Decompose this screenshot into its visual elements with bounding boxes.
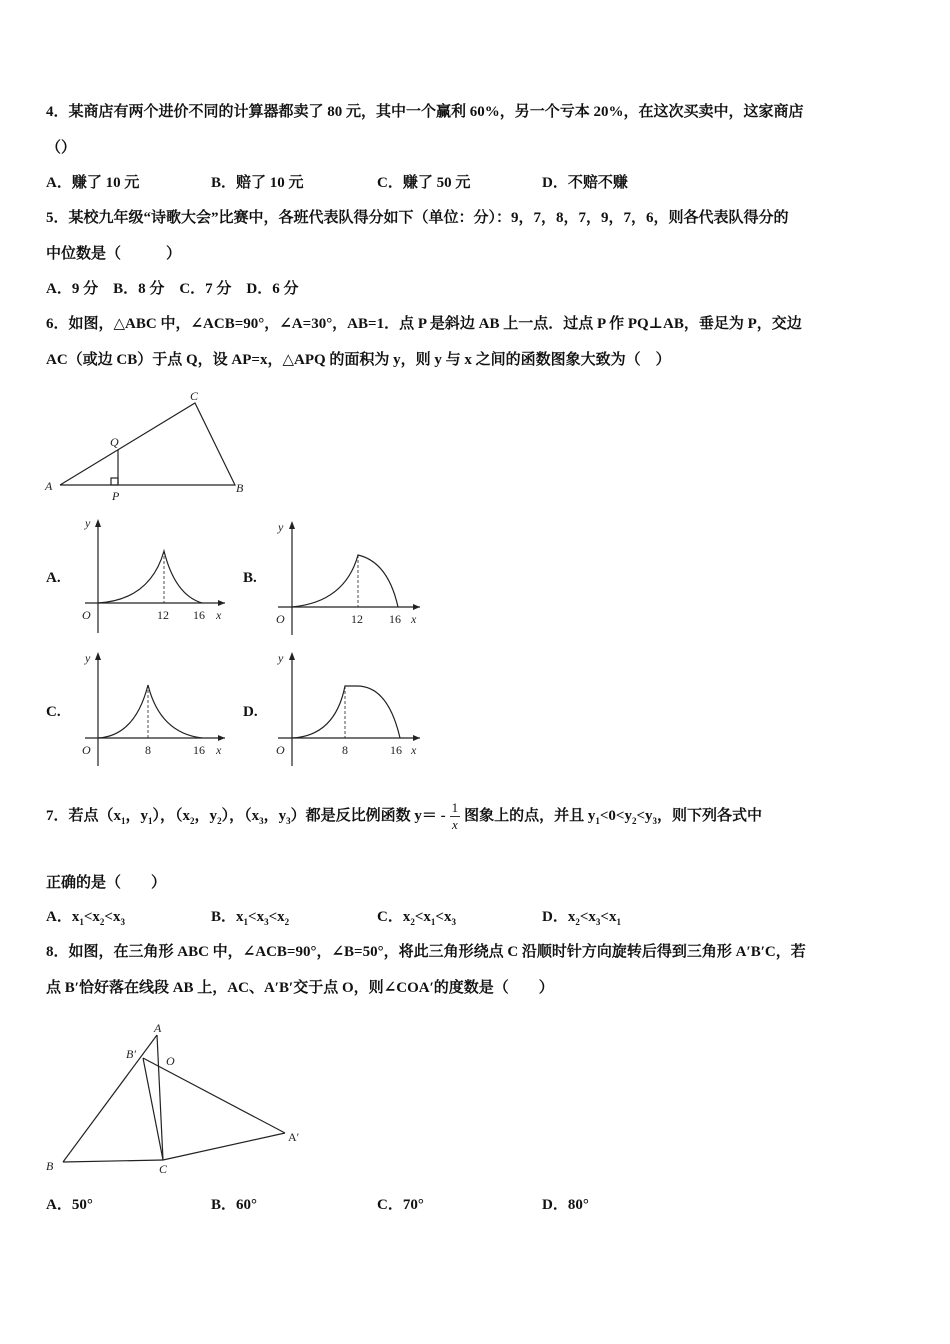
graph-d-label[interactable]: D. [243,704,258,720]
svg-text:O: O [276,612,285,626]
graph-b[interactable] [270,517,425,637]
q7-option-c[interactable]: C．$x_2<x_1<x_3$ [377,909,456,927]
q7-option-d[interactable]: D．$x_2<x_3<x_1$ [542,909,621,927]
svg-text:x: x [216,743,222,757]
q6-triangle-figure [40,388,250,503]
label-a: A [45,479,53,493]
q5-text: 5．某校九年级“诗歌大会”比赛中，各班代表队得分如下（单位：分）：9，7，8，7，9，7，6，则各代表队得分的 [46,210,789,226]
q8-option-c[interactable]: C．70° [377,1197,424,1213]
svg-text:O: O [166,1054,175,1068]
q8-option-d[interactable]: D．80° [542,1197,589,1213]
svg-text:16: 16 [389,612,401,626]
q4-option-a[interactable]: A．赚了 10 元 [46,175,140,191]
q6-text: 6．如图，△ABC 中，∠ACB=90°，∠A=30°，AB=1．点 P 是斜边 AB 上一点．过点 P 作 PQ⊥AB，垂足为 P，交边 [46,316,802,332]
q4-blank: （） [46,140,77,156]
graph-a-label[interactable]: A. [46,570,61,586]
q8-text-2: 点 B′恰好落在线段 AB 上，AC、A′B′交于点 O，则∠COA′的度数是（ ） [46,980,554,996]
svg-text:x: x [216,608,222,622]
q8-text: 8．如图，在三角形 ABC 中，∠ACB=90°，∠B=50°，将此三角形绕点 C 沿顺时针方向旋转后得到三角形 A′B′C，若 [46,944,806,960]
svg-text:y: y [278,651,284,665]
svg-text:y: y [85,651,91,665]
q8-option-a[interactable]: A．50° [46,1197,93,1213]
label-q: Q [110,435,119,449]
svg-text:12: 12 [351,612,363,626]
svg-text:O: O [82,608,91,622]
q7-option-a[interactable]: A．$x_1<x_2<x_3$ [46,909,125,927]
q4-option-d[interactable]: D．不赔不赚 [542,175,628,191]
svg-text:B: B [46,1159,54,1173]
q4-text: 4．某商店有两个进价不同的计算器都卖了 80 元，其中一个赢利 60%，另一个亏本 20%，在这次买卖中，这家商店 [46,104,804,120]
q5-options[interactable]: A．9 分 B．8 分 C．7 分 D．6 分 [46,281,299,297]
graph-c-label[interactable]: C. [46,704,61,720]
label-p: P [112,489,120,503]
q4-option-c[interactable]: C．赚了 50 元 [377,175,471,191]
svg-text:x: x [411,743,417,757]
label-c: C [190,389,199,403]
svg-text:x: x [411,612,417,626]
q8-rotation-figure [40,1015,310,1180]
svg-text:12: 12 [157,608,169,622]
svg-text:16: 16 [193,743,205,757]
svg-text:A: A [154,1021,162,1035]
q7-text-2: 正确的是（ ） [46,875,167,891]
svg-text:8: 8 [145,743,151,757]
graph-c[interactable] [75,648,230,768]
svg-text:16: 16 [390,743,402,757]
svg-text:C: C [159,1162,168,1176]
q7-text: 7．若点（$x_1$，$y_1$），（$x_2$，$y_2$），（$x_3$，$y_3$）都是反比例函数 y＝ - $\frac{1}{x}$ 图象上的点，并且 $y_1<0<y_2<y_3$，则下列各式中 [46,800,763,832]
graph-a[interactable] [75,515,230,635]
svg-text:O: O [82,743,91,757]
q5-text-2: 中位数是（ ） [46,246,182,262]
label-b: B [236,481,244,495]
svg-text:y: y [85,516,91,530]
q8-option-b[interactable]: B．60° [211,1197,258,1213]
svg-text:O: O [276,743,285,757]
svg-text:16: 16 [193,608,205,622]
q4-option-b[interactable]: B．赔了 10 元 [211,175,304,191]
q7-option-b[interactable]: B．$x_1<x_3<x_2$ [211,909,290,927]
svg-text:y: y [278,520,284,534]
q6-text-2: AC（或边 CB）于点 Q，设 AP=x，△APQ 的面积为 y，则 y 与 x 之间的函数图象大致为（ ） [46,352,671,368]
svg-text:A′: A′ [288,1130,300,1144]
q7-fraction: $\frac{1}{x}$ [451,800,459,832]
svg-text:8: 8 [342,743,348,757]
graph-d[interactable] [270,648,425,768]
graph-b-label[interactable]: B. [243,570,257,586]
svg-text:B′: B′ [126,1047,136,1061]
